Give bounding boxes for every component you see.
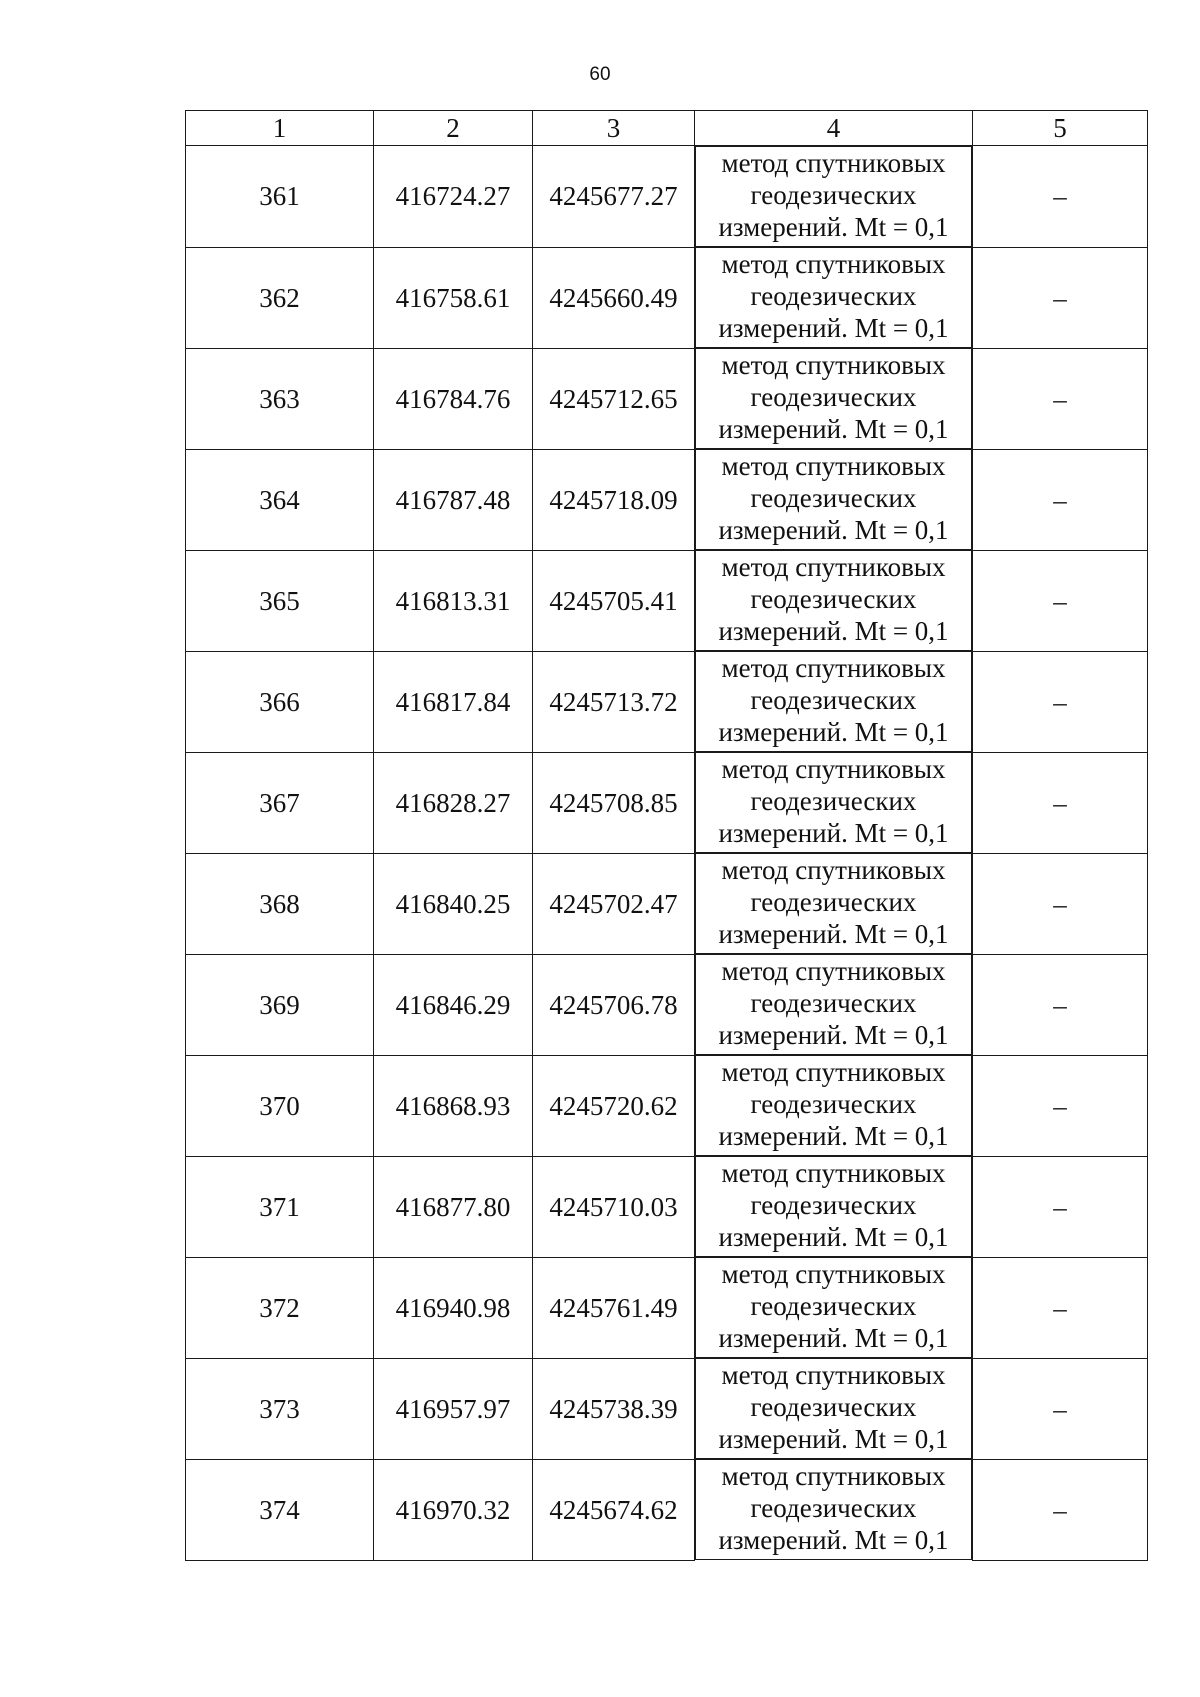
- coordinate-y-cell: 4245705.41: [533, 550, 695, 651]
- coordinate-y-cell: 4245713.72: [533, 651, 695, 752]
- coordinate-y-cell: 4245708.85: [533, 752, 695, 853]
- coordinate-x-cell: 416846.29: [374, 954, 533, 1055]
- note-cell: –: [973, 247, 1148, 348]
- point-number-cell: 371: [186, 1156, 374, 1257]
- method-cell: метод спутниковых геодезических измерений. Mt = 0,1: [695, 752, 972, 853]
- note-cell: –: [973, 853, 1148, 954]
- coordinates-table-container: [185, 110, 1147, 1561]
- coordinate-y-cell: 4245720.62: [533, 1055, 695, 1156]
- coordinate-x-cell: 416787.48: [374, 449, 533, 550]
- page-number: 60: [589, 64, 611, 85]
- method-cell: метод спутниковых геодезических измерений. Mt = 0,1: [695, 1055, 972, 1156]
- method-cell: метод спутниковых геодезических измерений. Mt = 0,1: [695, 247, 972, 348]
- method-cell: метод спутниковых геодезических измерений. Mt = 0,1: [695, 651, 972, 752]
- coordinate-y-cell: 4245738.39: [533, 1358, 695, 1459]
- table-row: [186, 1459, 1148, 1560]
- note-cell: –: [973, 954, 1148, 1055]
- table-row: [186, 146, 1148, 248]
- coordinate-y-cell: 4245660.49: [533, 247, 695, 348]
- coordinate-x-cell: 416817.84: [374, 651, 533, 752]
- point-number-cell: 372: [186, 1257, 374, 1358]
- coordinate-x-cell: 416877.80: [374, 1156, 533, 1257]
- point-number-cell: 369: [186, 954, 374, 1055]
- method-cell: метод спутниковых геодезических измерений. Mt = 0,1: [695, 449, 972, 550]
- note-cell: –: [973, 449, 1148, 550]
- point-number-cell: 364: [186, 449, 374, 550]
- point-number-cell: 366: [186, 651, 374, 752]
- coordinate-x-cell: 416957.97: [374, 1358, 533, 1459]
- table-row: [186, 1257, 1148, 1358]
- method-cell: метод спутниковых геодезических измерений. Mt = 0,1: [695, 954, 972, 1055]
- coordinate-x-cell: 416813.31: [374, 550, 533, 651]
- table-row: [186, 651, 1148, 752]
- table-row: [186, 1055, 1148, 1156]
- method-cell: метод спутниковых геодезических измерений. Mt = 0,1: [695, 146, 972, 247]
- note-cell: –: [973, 146, 1148, 248]
- note-cell: –: [973, 1459, 1148, 1560]
- method-cell: метод спутниковых геодезических измерений. Mt = 0,1: [695, 550, 972, 651]
- coordinate-y-cell: 4245706.78: [533, 954, 695, 1055]
- note-cell: –: [973, 1055, 1148, 1156]
- point-number-cell: 368: [186, 853, 374, 954]
- table-row: [186, 853, 1148, 954]
- table-body: [186, 111, 1148, 1561]
- table-row: [186, 1156, 1148, 1257]
- point-number-cell: 363: [186, 348, 374, 449]
- coordinate-x-cell: 416840.25: [374, 853, 533, 954]
- column-header-5: 5: [973, 111, 1148, 146]
- table-header-row: [186, 111, 1148, 146]
- column-header-3: 3: [533, 111, 695, 146]
- coordinate-x-cell: 416940.98: [374, 1257, 533, 1358]
- note-cell: –: [973, 550, 1148, 651]
- coordinate-x-cell: 416758.61: [374, 247, 533, 348]
- table-row: [186, 247, 1148, 348]
- coordinate-x-cell: 416784.76: [374, 348, 533, 449]
- method-cell: метод спутниковых геодезических измерений. Mt = 0,1: [695, 1156, 972, 1257]
- point-number-cell: 362: [186, 247, 374, 348]
- point-number-cell: 367: [186, 752, 374, 853]
- table-row: [186, 449, 1148, 550]
- coordinate-x-cell: 416970.32: [374, 1459, 533, 1560]
- coordinate-y-cell: 4245674.62: [533, 1459, 695, 1560]
- point-number-cell: 370: [186, 1055, 374, 1156]
- coordinate-y-cell: 4245677.27: [533, 146, 695, 248]
- point-number-cell: 361: [186, 146, 374, 248]
- note-cell: –: [973, 1156, 1148, 1257]
- note-cell: –: [973, 1257, 1148, 1358]
- table-row: [186, 1358, 1148, 1459]
- table-row: [186, 954, 1148, 1055]
- column-header-1: 1: [186, 111, 374, 146]
- coordinate-y-cell: 4245702.47: [533, 853, 695, 954]
- table-row: [186, 550, 1148, 651]
- note-cell: –: [973, 651, 1148, 752]
- column-header-4: 4: [695, 111, 973, 146]
- method-cell: метод спутниковых геодезических измерений. Mt = 0,1: [695, 853, 972, 954]
- coordinate-y-cell: 4245761.49: [533, 1257, 695, 1358]
- note-cell: –: [973, 348, 1148, 449]
- coordinate-y-cell: 4245718.09: [533, 449, 695, 550]
- coordinate-x-cell: 416828.27: [374, 752, 533, 853]
- point-number-cell: 374: [186, 1459, 374, 1560]
- coordinate-y-cell: 4245712.65: [533, 348, 695, 449]
- point-number-cell: 365: [186, 550, 374, 651]
- coordinates-table: [185, 110, 1148, 1561]
- table-row: [186, 752, 1148, 853]
- column-header-2: 2: [374, 111, 533, 146]
- method-cell: метод спутниковых геодезических измерений. Mt = 0,1: [695, 1459, 972, 1560]
- method-cell: метод спутниковых геодезических измерений. Mt = 0,1: [695, 348, 972, 449]
- coordinate-x-cell: 416724.27: [374, 146, 533, 248]
- method-cell: метод спутниковых геодезических измерений. Mt = 0,1: [695, 1358, 972, 1459]
- coordinate-y-cell: 4245710.03: [533, 1156, 695, 1257]
- note-cell: –: [973, 752, 1148, 853]
- table-row: [186, 348, 1148, 449]
- method-cell: метод спутниковых геодезических измерений. Mt = 0,1: [695, 1257, 972, 1358]
- coordinate-x-cell: 416868.93: [374, 1055, 533, 1156]
- note-cell: –: [973, 1358, 1148, 1459]
- point-number-cell: 373: [186, 1358, 374, 1459]
